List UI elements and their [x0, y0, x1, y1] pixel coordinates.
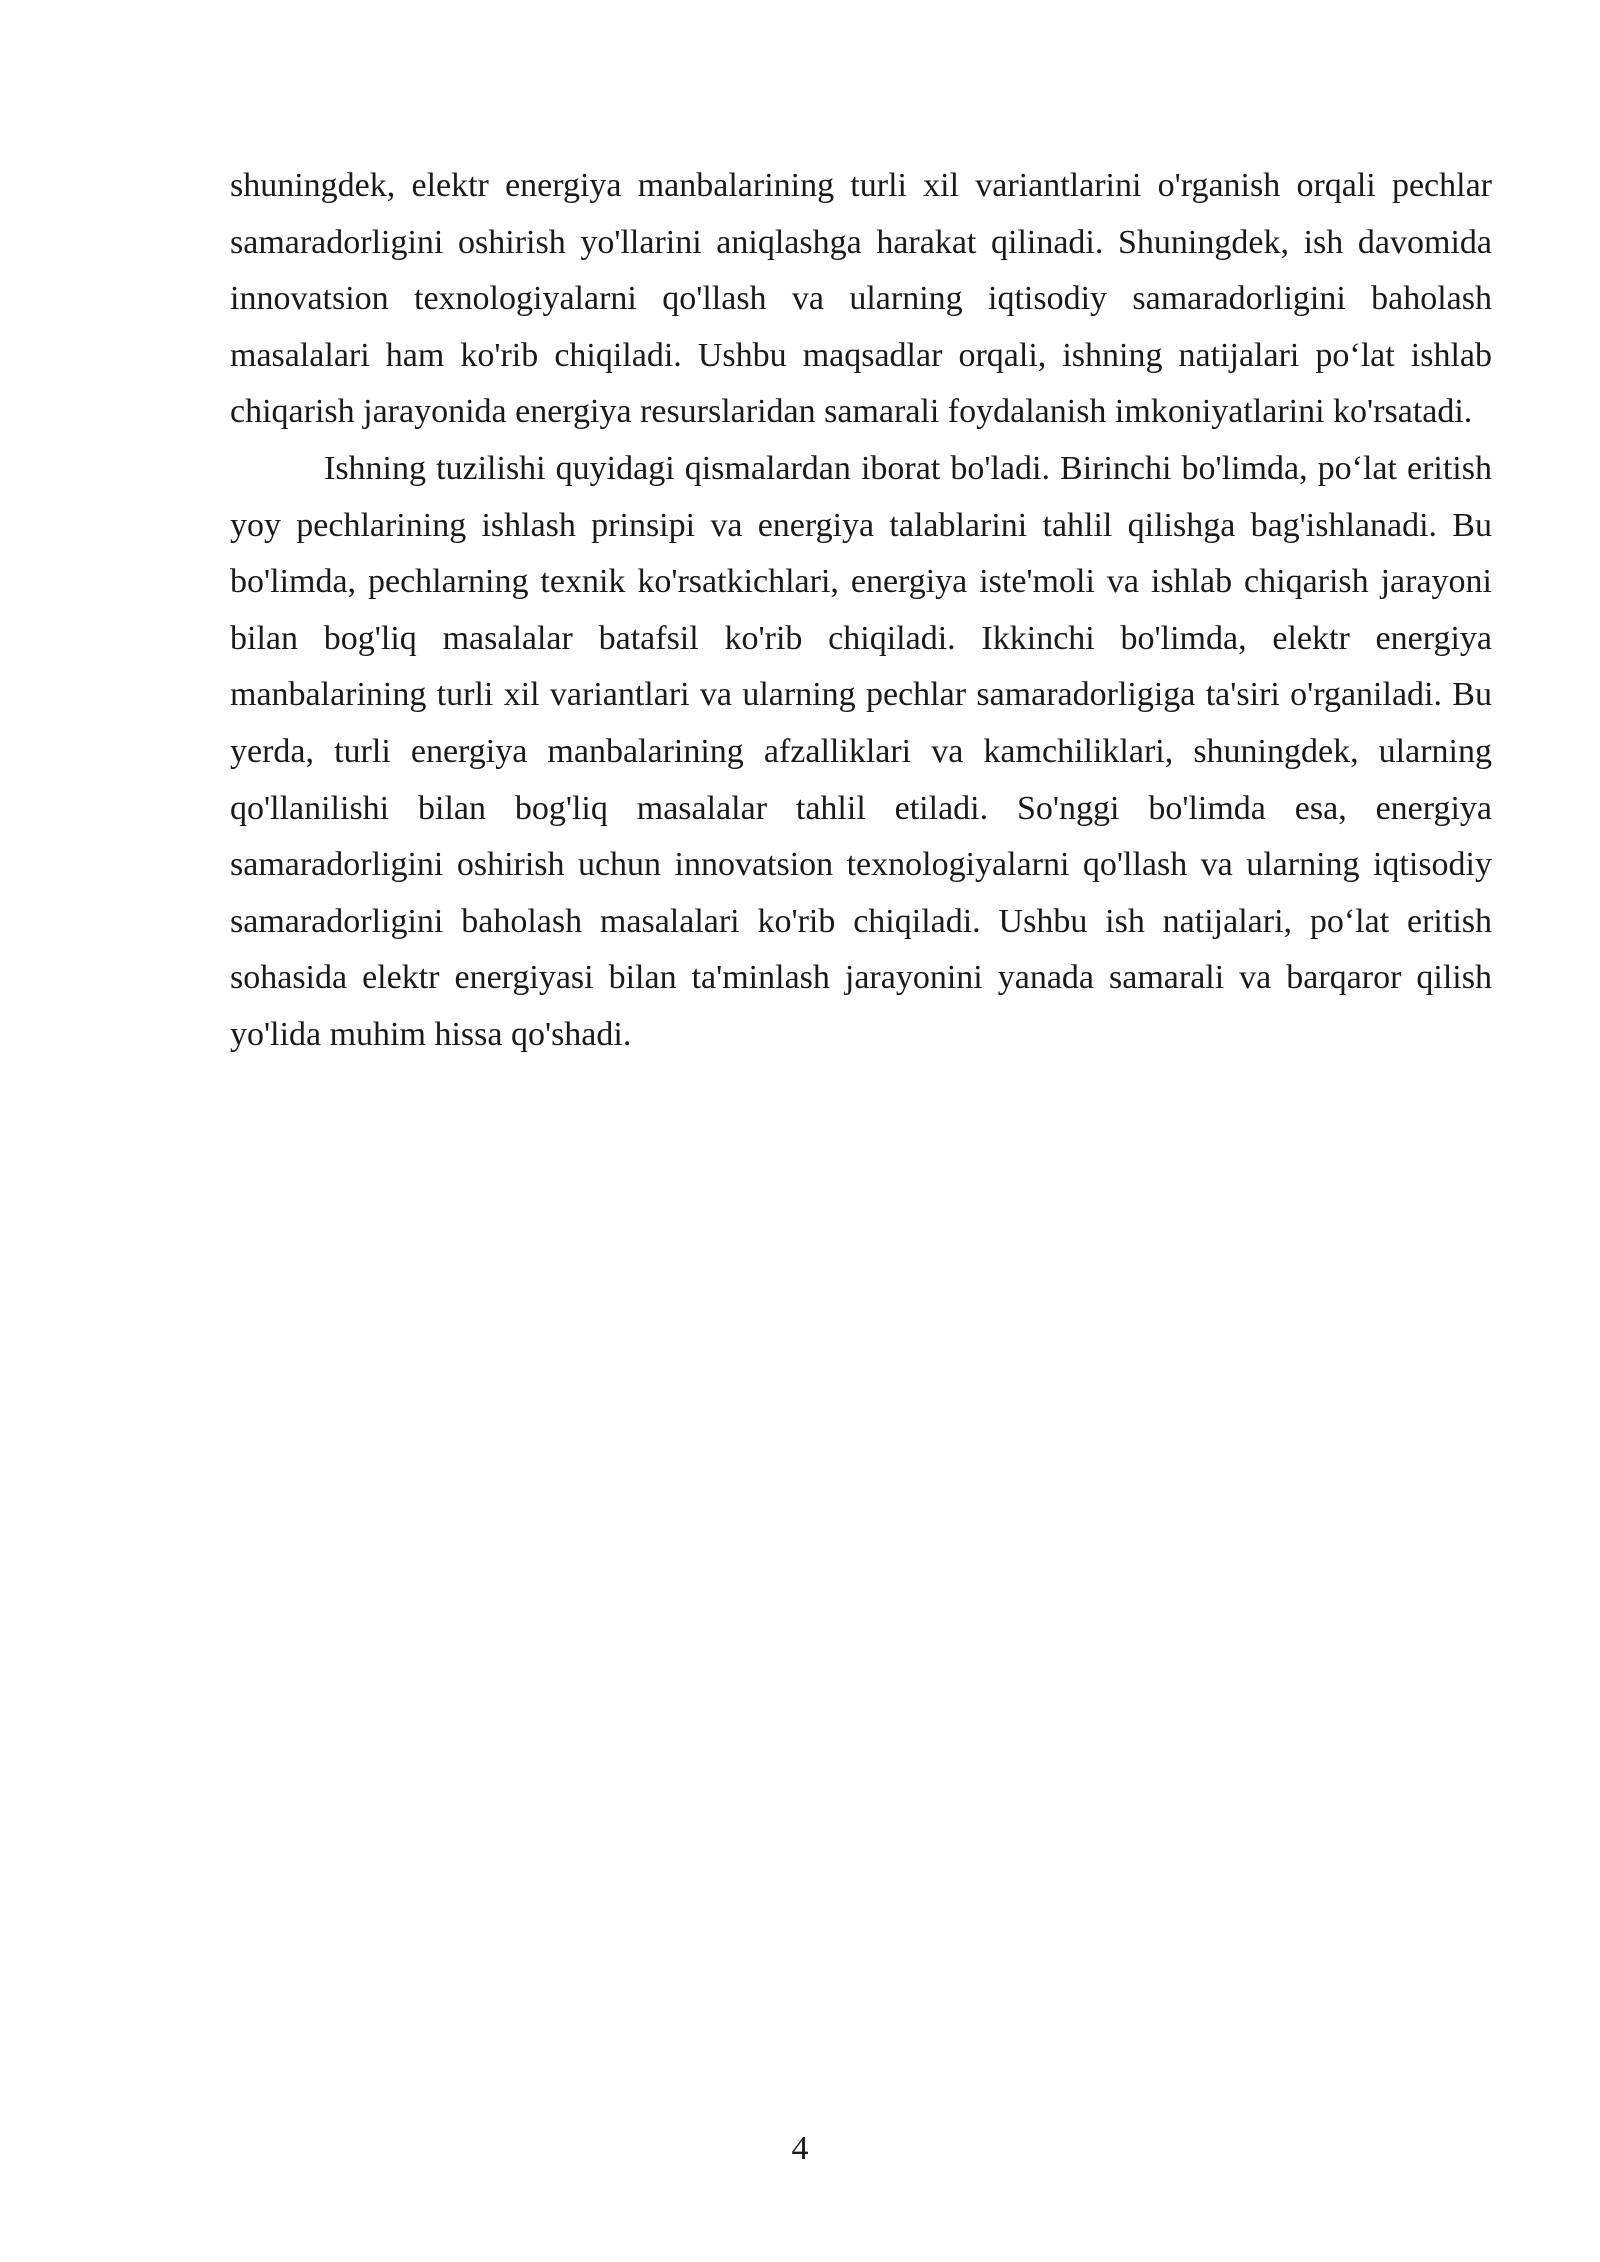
paragraph-continuation: shuningdek, elektr energiya manbalarining turli xil variantlarini o'rganish orqali pechlar samaradorligini oshirish yo'llarini aniqlashga harakat qilinadi. Shuningdek, ish davomida innovatsion texnologiyalarni qo'llash va ularning iqtisodiy samaradorligini baholash masalalari ham ko'rib chiqiladi. Ushbu maqsadlar orqali, ishning natijalari po‘lat ishlab chiqarish jarayonida energiya resurslaridan samarali foydalanish imkoniyatlarini ko'rsatadi. [230, 167, 1492, 431]
page-number: 4 [791, 2130, 809, 2167]
body-text [230, 158, 1492, 1064]
paragraph-structure: Ishning tuzilishi quyidagi qismalardan iborat bo'ladi. Birinchi bo'limda, po‘lat eritish yoy pechlarining ishlash prinsipi va energiya talablarini tahlil qilishga bag'ishlanadi. Bu bo'limda, pechlarning texnik ko'rsatkichlari, energiya iste'moli va ishlab chiqarish jarayoni bilan bog'liq masalalar batafsil ko'rib chiqiladi. Ikkinchi bo'limda, elektr energiya manbalarining turli xil variantlari va ularning pechlar samaradorligiga ta'siri o'rganiladi. Bu yerda, turli energiya manbalarining afzalliklari va kamchiliklari, shuningdek, ularning qo'llanilishi bilan bog'liq masalalar tahlil etiladi. So'nggi bo'limda esa, energiya samaradorligini oshirish uchun innovatsion texnologiyalarni qo'llash va ularning iqtisodiy samaradorligini baholash masalalari ko'rib chiqiladi. Ushbu ish natijalari, po‘lat eritish sohasida elektr energiyasi bilan ta'minlash jarayonini yanada samarali va barqaror qilish yo'lida muhim hissa qo'shadi. [230, 449, 1492, 1053]
